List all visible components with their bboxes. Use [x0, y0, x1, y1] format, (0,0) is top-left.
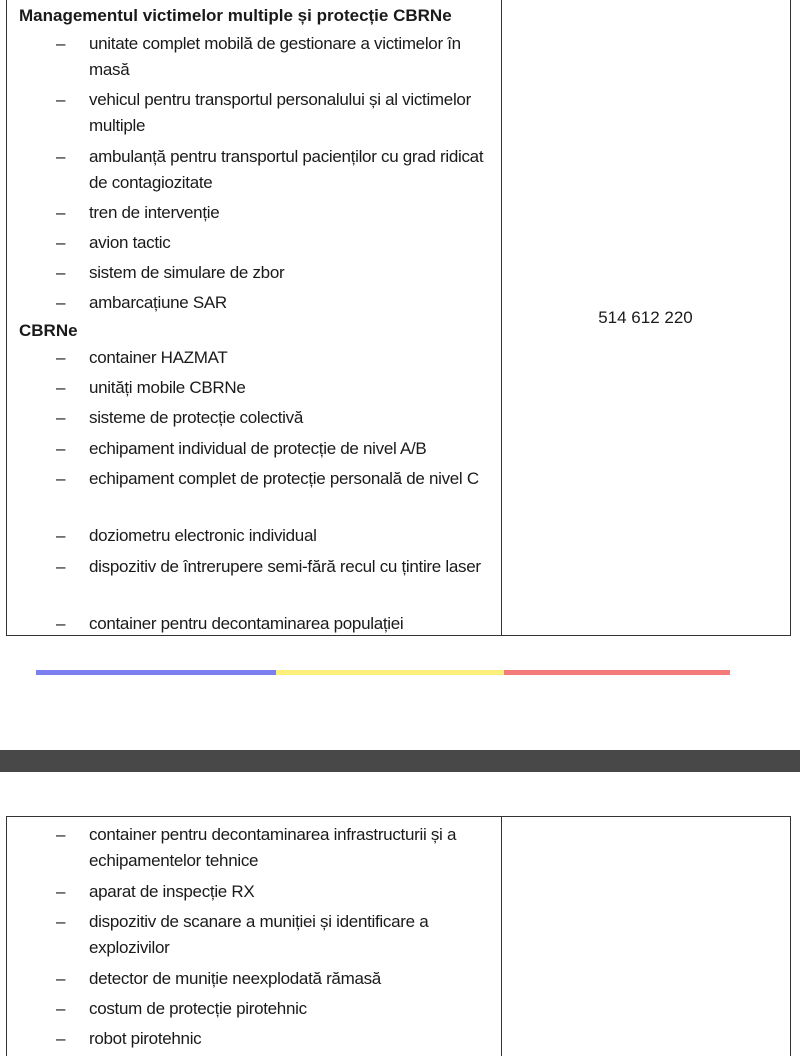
section-title-mass-casualty: Managementul victimelor multiple și protecție CBRNe — [19, 6, 452, 25]
list-item-text: dispozitiv de întrerupere semi-fără recul cu țintire laser — [89, 557, 481, 576]
list-dash: – — [56, 882, 66, 901]
list-dash: – — [56, 912, 66, 931]
tricolor-stripe-blue — [36, 670, 276, 675]
list-item-text: ambulanță pentru transportul pacienților cu grad ridicat de contagiozitate — [89, 147, 484, 192]
list-item-text: container pentru decontaminarea populației — [89, 614, 404, 633]
list-dash: – — [56, 34, 66, 53]
list-dash: – — [56, 263, 66, 282]
list-item-text: unități mobile CBRNe — [89, 378, 246, 397]
list-dash: – — [56, 439, 66, 458]
list-dash: – — [56, 825, 66, 844]
list-item-text: aparat de inspecție RX — [89, 882, 255, 901]
list-item-text: costum de protecție pirotehnic — [89, 999, 307, 1018]
list-item-text: vehicul pentru transportul personalului și al victimelor multiple — [89, 90, 471, 135]
list-item-text: ambarcațiune SAR — [89, 293, 227, 312]
list-item-text: echipament individual de protecție de nivel A/B — [89, 439, 427, 458]
equipment-table-top — [6, 0, 791, 636]
tricolor-stripe-yellow — [276, 670, 504, 675]
column-divider — [501, 817, 502, 1056]
list-item-text: dispozitiv de scanare a muniției și identificare a explozivilor — [89, 912, 429, 957]
list-item-text: echipament complet de protecție personală de nivel C — [89, 469, 479, 488]
equipment-table-bottom — [6, 816, 791, 1056]
list-dash: – — [56, 203, 66, 222]
section-title-cbrne: CBRNe — [19, 321, 78, 340]
list-item-text: unitate complet mobilă de gestionare a victimelor în masă — [89, 34, 461, 79]
list-dash: – — [56, 147, 66, 166]
tricolor-stripe-red — [504, 670, 730, 675]
list-dash: – — [56, 348, 66, 367]
list-dash: – — [56, 969, 66, 988]
list-item-text: sistem de simulare de zbor — [89, 263, 285, 282]
list-dash: – — [56, 90, 66, 109]
list-item-text: avion tactic — [89, 233, 171, 252]
list-item-text: detector de muniție neexplodată rămasă — [89, 969, 381, 988]
list-dash: – — [56, 378, 66, 397]
list-item-text: robot pirotehnic — [89, 1029, 202, 1048]
list-dash: – — [56, 293, 66, 312]
list-item-text: doziometru electronic individual — [89, 526, 317, 545]
page-break-band — [0, 750, 800, 772]
budget-value: 514 612 220 — [598, 308, 693, 327]
list-dash: – — [56, 1029, 66, 1048]
list-item-text: sisteme de protecție colectivă — [89, 408, 303, 427]
list-item-text: container pentru decontaminarea infrastructurii și a echipamentelor tehnice — [89, 825, 457, 870]
list-dash: – — [56, 469, 66, 488]
list-dash: – — [56, 233, 66, 252]
list-dash: – — [56, 614, 66, 633]
list-item-text: container HAZMAT — [89, 348, 228, 367]
list-dash: – — [56, 999, 66, 1018]
list-item-text: tren de intervenție — [89, 203, 220, 222]
list-dash: – — [56, 526, 66, 545]
list-dash: – — [56, 557, 66, 576]
list-dash: – — [56, 408, 66, 427]
